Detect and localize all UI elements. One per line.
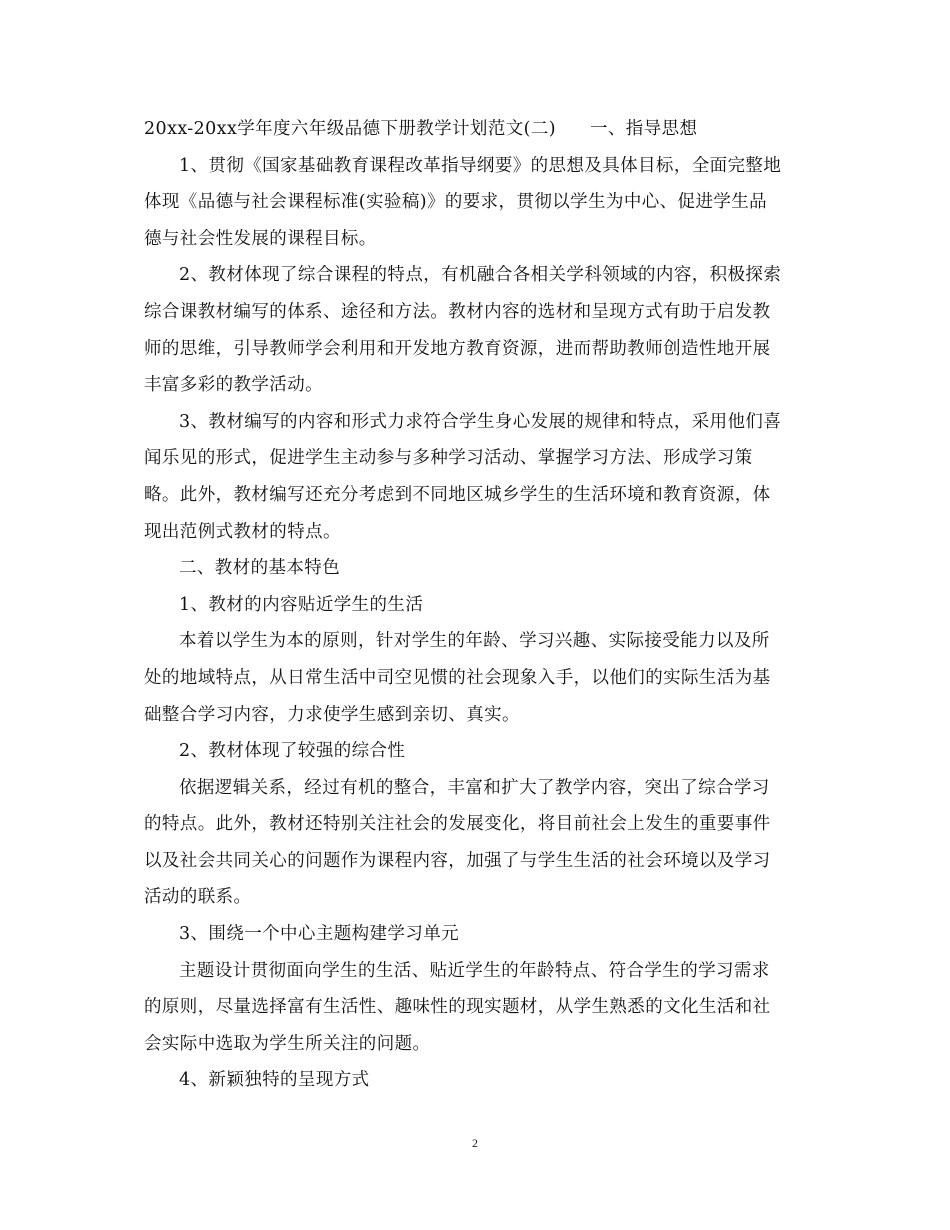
paragraph-line: 2、教材体现了综合课程的特点，有机融合各相关学科领域的内容，积极探索 <box>179 265 782 286</box>
paragraph-line: 主题设计贯彻面向学生的生活、贴近学生的年龄特点、符合学生的学习需求 <box>179 960 770 981</box>
document-title: 20xx-20xx学年度六年级品德下册教学计划范文(二) <box>144 119 556 139</box>
paragraph-line: 师的思维，引导教师学会利用和开发地方教育资源，进而帮助教师创造性地开展 <box>144 338 771 359</box>
paragraph-line: 3、教材编写的内容和形式力求符合学生身心发展的规律和特点，采用他们喜 <box>179 411 782 432</box>
paragraph-line: 丰富多彩的教学活动。 <box>144 375 323 396</box>
paragraph-line: 德与社会性发展的课程目标。 <box>144 228 377 249</box>
page-number: 2 <box>472 1136 478 1150</box>
paragraph-line: 以及社会共同关心的问题作为课程内容，加强了与学生生活的社会环境以及学习 <box>144 850 771 871</box>
paragraph-line: 本着以学生为本的原则，针对学生的年龄、学习兴趣、实际接受能力以及所 <box>179 631 770 652</box>
subheading: 4、新颖独特的呈现方式 <box>179 1070 370 1091</box>
paragraph-line: 础整合学习内容，力求使学生感到亲切、真实。 <box>144 704 520 725</box>
subheading: 3、围绕一个中心主题构建学习单元 <box>179 924 460 945</box>
section-heading-textbook-features: 二、教材的基本特色 <box>179 558 341 579</box>
paragraph-line: 闻乐见的形式，促进学生主动参与多种学习活动、掌握学习方法、形成学习策 <box>144 448 753 469</box>
paragraph-line: 1、贯彻《国家基础教育课程改革指导纲要》的思想及具体目标，全面完整地 <box>179 155 782 176</box>
paragraph-line: 综合课教材编写的体系、途径和方法。教材内容的选材和呈现方式有助于启发教 <box>144 301 771 322</box>
paragraph-line: 会实际中选取为学生所关注的问题。 <box>144 1033 431 1054</box>
paragraph-line: 现出范例式教材的特点。 <box>144 521 341 542</box>
subheading: 1、教材的内容贴近学生的生活 <box>179 594 424 615</box>
paragraph-line: 体现《品德与社会课程标准(实验稿)》的要求，贯彻以学生为中心、促进学生品 <box>144 192 768 213</box>
paragraph-line: 略。此外，教材编写还充分考虑到不同地区城乡学生的生活环境和教育资源，体 <box>144 484 771 505</box>
paragraph-line: 活动的联系。 <box>144 887 252 908</box>
paragraph-line: 处的地域特点，从日常生活中司空见惯的社会现象入手，以他们的实际生活为基 <box>144 667 771 688</box>
paragraph-line: 的特点。此外，教材还特别关注社会的发展变化，将目前社会上发生的重要事件 <box>144 814 771 835</box>
document-page <box>144 111 814 1099</box>
paragraph-line: 的原则，尽量选择富有生活性、趣味性的现实题材，从学生熟悉的文化生活和社 <box>144 997 771 1018</box>
section-heading-guiding-ideology: 一、指导思想 <box>589 119 698 139</box>
paragraph-line: 依据逻辑关系，经过有机的整合，丰富和扩大了教学内容，突出了综合学习 <box>179 777 770 798</box>
subheading: 2、教材体现了较强的综合性 <box>179 741 406 762</box>
title-line <box>144 111 814 148</box>
